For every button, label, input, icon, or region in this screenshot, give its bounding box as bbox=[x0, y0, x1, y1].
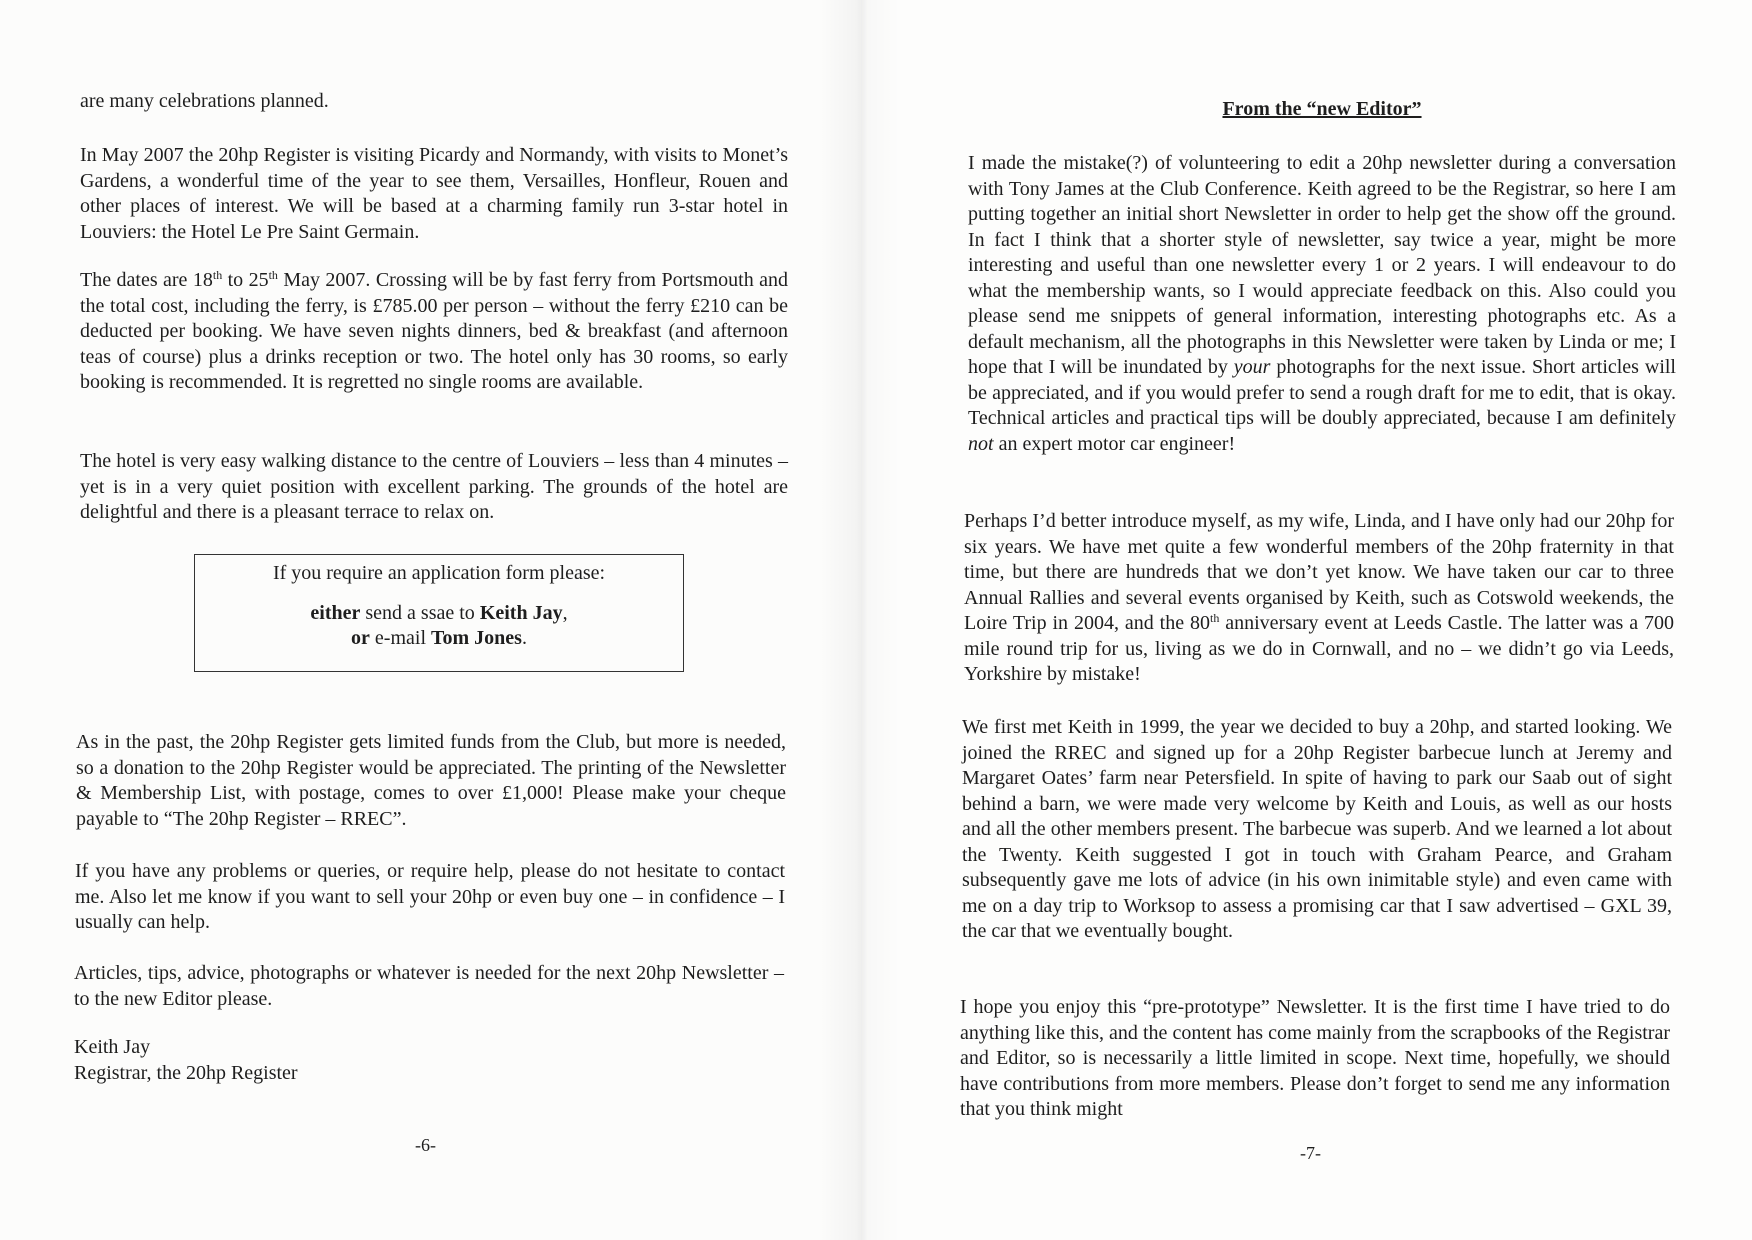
editor-prototype-paragraph: I hope you enjoy this “pre-prototype” Newsletter. It is the first time I have tried to do anything like this, and the content has come mainly from the scrapbooks of the Registrar and Editor, so is necessarily a little limited in scope. Next time, hopefully, we should have contributions from more members. Please don’t forget to send me any information that you think might bbox=[960, 996, 1670, 1120]
application-box-intro: If you require an application form please: bbox=[272, 562, 606, 584]
signature-title: Registrar, the 20hp Register bbox=[74, 1061, 298, 1084]
continuation-text: are many celebrations planned. bbox=[80, 90, 329, 112]
trip-dates-paragraph: The dates are 18th to 25th May 2007. Crossing will be by fast ferry from Portsmouth and the total cost, including the ferry, is £785.00 per person – without the ferry £210 can be deducted per booking. We have seven nights dinners, bed & breakfast (and afternoon teas of course) plus a drinks reception or two. The hotel only has 30 rooms, so early booking is recommended. It is regretted no single rooms are available. bbox=[80, 268, 789, 393]
editor-keith-paragraph: We first met Keith in 1999, the year we decided to buy a 20hp, and started looking. We joined the RREC and signed up for a 20hp Register barbecue lunch at Jeremy and Margaret Oates’ farm near Petersfield. In spite of having to park our Saab out of sight behind a barn, we were made very welcome by Keith and Louis, as well as our hosts and all the other members present. The barbecue was superb. And we learned a lot about the Twenty. Keith suggested I got in touch with Graham Pearce, and Graham subsequently gave me lots of advice (in his own inimitable style) and even came with me on a day trip to Worksop to assess a promising car that I saw advertised – GXL 39, the car that we eventually bought. bbox=[962, 716, 1672, 942]
signature-block bbox=[74, 1035, 574, 1086]
help-paragraph: If you have any problems or queries, or require help, please do not hesitate to contact me. Also let me know if you want to sell your 20hp or even buy one – in confidence – I usually can help. bbox=[75, 860, 785, 933]
page-number-right: -7- bbox=[1300, 1143, 1321, 1163]
articles-paragraph: Articles, tips, advice, photographs or whatever is needed for the next 20hp Newsletter – to the new Editor please. bbox=[74, 962, 784, 1010]
application-form-box bbox=[194, 554, 684, 672]
editor-introduce-paragraph: Perhaps I’d better introduce myself, as my wife, Linda, and I have only had our 20hp for six years. We have met quite a few wonderful members of the 20hp fraternity in that time, but there are hundreds that we don’t yet know. We have taken our car to three Annual Rallies and several events organised by Keith, such as Cotswold weekends, the Loire Trip in 2004, and the 80th anniversary event at Leeds Castle. The latter was a 700 mile round trip for us, living as we do in Cornwall, and no – we didn’t go via Leeds, Yorkshire by mistake! bbox=[964, 510, 1675, 685]
page-number-left: -6- bbox=[415, 1135, 436, 1155]
hotel-paragraph: The hotel is very easy walking distance to the centre of Louviers – less than 4 minutes – yet is in a very quiet position with excellent parking. The grounds of the hotel are delightful and there is a pleasant terrace to relax on. bbox=[80, 450, 788, 523]
application-or-line: or e-mail Tom Jones. bbox=[351, 627, 527, 649]
book-gutter-shadow bbox=[820, 0, 900, 1240]
trip-intro-paragraph: In May 2007 the 20hp Register is visiting Picardy and Normandy, with visits to Monet’s Gardens, a wonderful time of the year to see them, Versailles, Honfleur, Rouen and other places of interest. We will be based at a charming family run 3-star hotel in Louviers: the Hotel Le Pre Saint Germain. bbox=[80, 144, 788, 243]
signature-name: Keith Jay bbox=[74, 1036, 151, 1058]
application-box-options bbox=[195, 601, 683, 652]
editor-heading: From the “new Editor” bbox=[1222, 98, 1422, 120]
donation-paragraph: As in the past, the 20hp Register gets limited funds from the Club, but more is needed, so a donation to the 20hp Register would be appreciated. The printing of the Newsletter & Membership List, with postage, comes to over £1,000! Please make your cheque payable to “The 20hp Register – RREC”. bbox=[76, 731, 786, 830]
application-either-line: either send a ssae to Keith Jay, bbox=[310, 601, 568, 624]
editor-intro-paragraph: I made the mistake(?) of volunteering to edit a 20hp newsletter during a conversation with Tony James at the Club Conference. Keith agreed to be the Registrar, so here I am putting together an initial short Newsletter in order to help get the show off the ground. In fact I think that a shorter style of newsletter, say twice a year, might be more interesting and useful than one newsletter every 1 or 2 years. I will endeavour to do what the membership wants, so I would appreciate feedback on this. Also could you please send me snippets of general information, interesting photographs etc. As a default mechanism, all the photographs in this Newsletter were taken by Linda or me; I hope that I will be inundated by your photographs for the next issue. Short articles will be appreciated, and if you would prefer to send a rough draft for me to edit, that is okay. Technical articles and practical tips will be doubly appreciated, because I am definitely not an expert motor car engineer! bbox=[968, 152, 1676, 455]
